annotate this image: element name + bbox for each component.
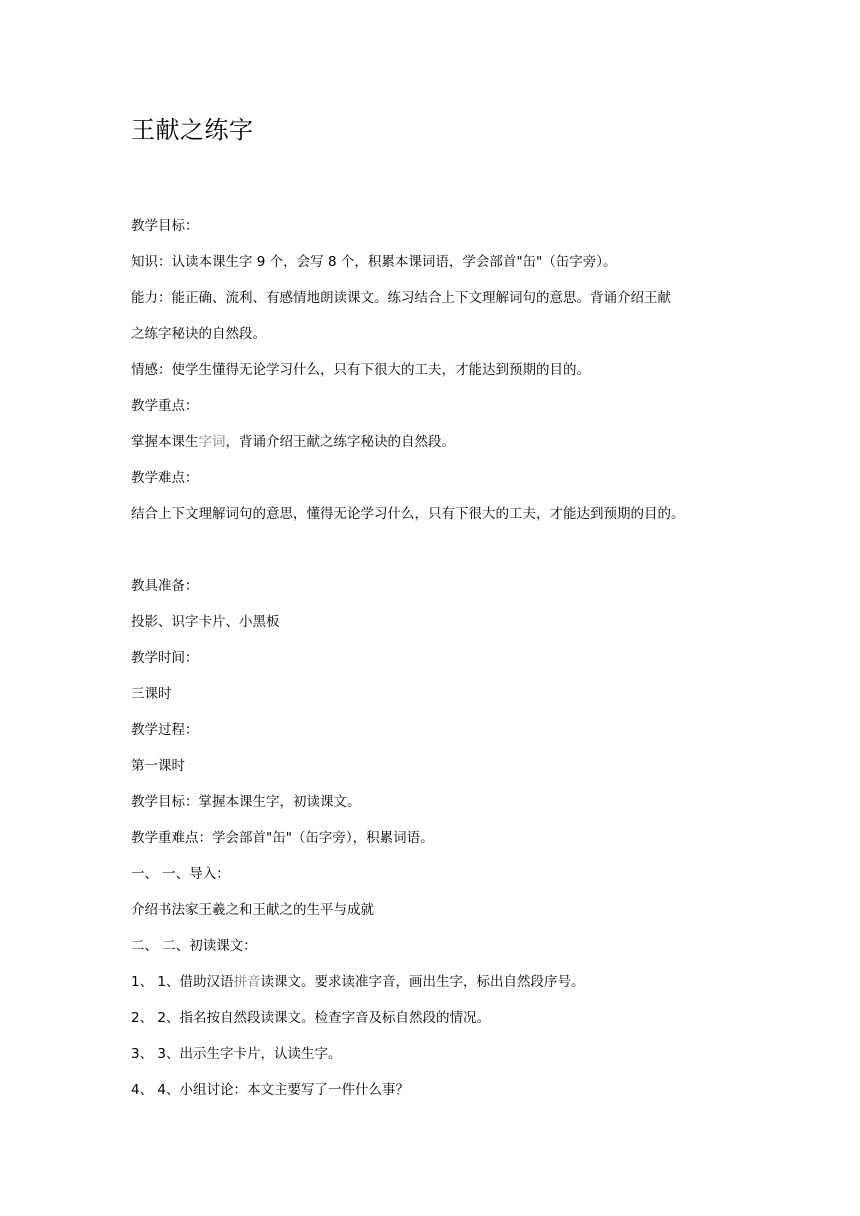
key-points-text: [131, 432, 455, 452]
goal-knowledge: 知识：认读本课生字 9 个，会写 8 个，积累本课词语，学会部首"缶"（缶字旁）。: [131, 254, 617, 270]
difficulties-text: 结合上下文理解词句的意思，懂得无论学习什么，只有下很大的工夫，才能达到预期的目的。: [131, 506, 685, 522]
key-points-link-text: 字词: [198, 434, 226, 450]
list-item-4: 4、 4、小组讨论：本文主要写了一件什么事？: [131, 1082, 409, 1098]
heading-time: 教学时间：: [131, 650, 199, 666]
document-title: 王献之练字: [131, 116, 254, 144]
time-text: 三课时: [131, 686, 172, 702]
heading-difficulties: 教学难点：: [131, 470, 199, 486]
goal-ability: 能力：能正确、流利、有感情地朗读课文。练习结合上下文理解词句的意思。背诵介绍王献: [131, 290, 671, 306]
list-item-1-part1: 1、 1、借助汉语: [131, 974, 234, 990]
list-item-1: [131, 972, 584, 992]
goal-emotion: 情感：使学生懂得无论学习什么，只有下很大的工夫，才能达到预期的目的。: [131, 362, 590, 378]
lesson-one-heading: 第一课时: [131, 758, 185, 774]
heading-key-points: 教学重点：: [131, 398, 199, 414]
step-one-text: 介绍书法家王羲之和王献之的生平与成就: [131, 902, 374, 918]
step-two-heading: 二、 二、初读课文：: [131, 938, 257, 954]
key-points-part1: 掌握本课生: [131, 434, 199, 450]
lesson-one-goal: 教学目标：掌握本课生字，初读课文。: [131, 794, 361, 810]
heading-teaching-goals: 教学目标：: [131, 218, 199, 234]
list-item-1-part2: 读课文。要求读准字音，画出生字，标出自然段序号。: [260, 974, 585, 990]
heading-process: 教学过程：: [131, 722, 199, 738]
lesson-one-key: 教学重难点：学会部首"缶"（缶字旁），积累词语。: [131, 830, 434, 846]
step-one-heading: 一、 一、导入：: [131, 866, 230, 882]
list-item-2: 2、 2、指名按自然段读课文。检查字音及标自然段的情况。: [131, 1010, 490, 1026]
heading-materials: 教具准备：: [131, 578, 199, 594]
key-points-part2: ，背诵介绍王献之练字秘诀的自然段。: [225, 434, 455, 450]
list-item-1-link-text: 拼音: [233, 974, 261, 990]
materials-text: 投影、识字卡片、小黑板: [131, 614, 280, 630]
goal-ability-continued: 之练字秘诀的自然段。: [131, 326, 266, 342]
list-item-3: 3、 3、出示生字卡片，认读生字。: [131, 1046, 342, 1062]
